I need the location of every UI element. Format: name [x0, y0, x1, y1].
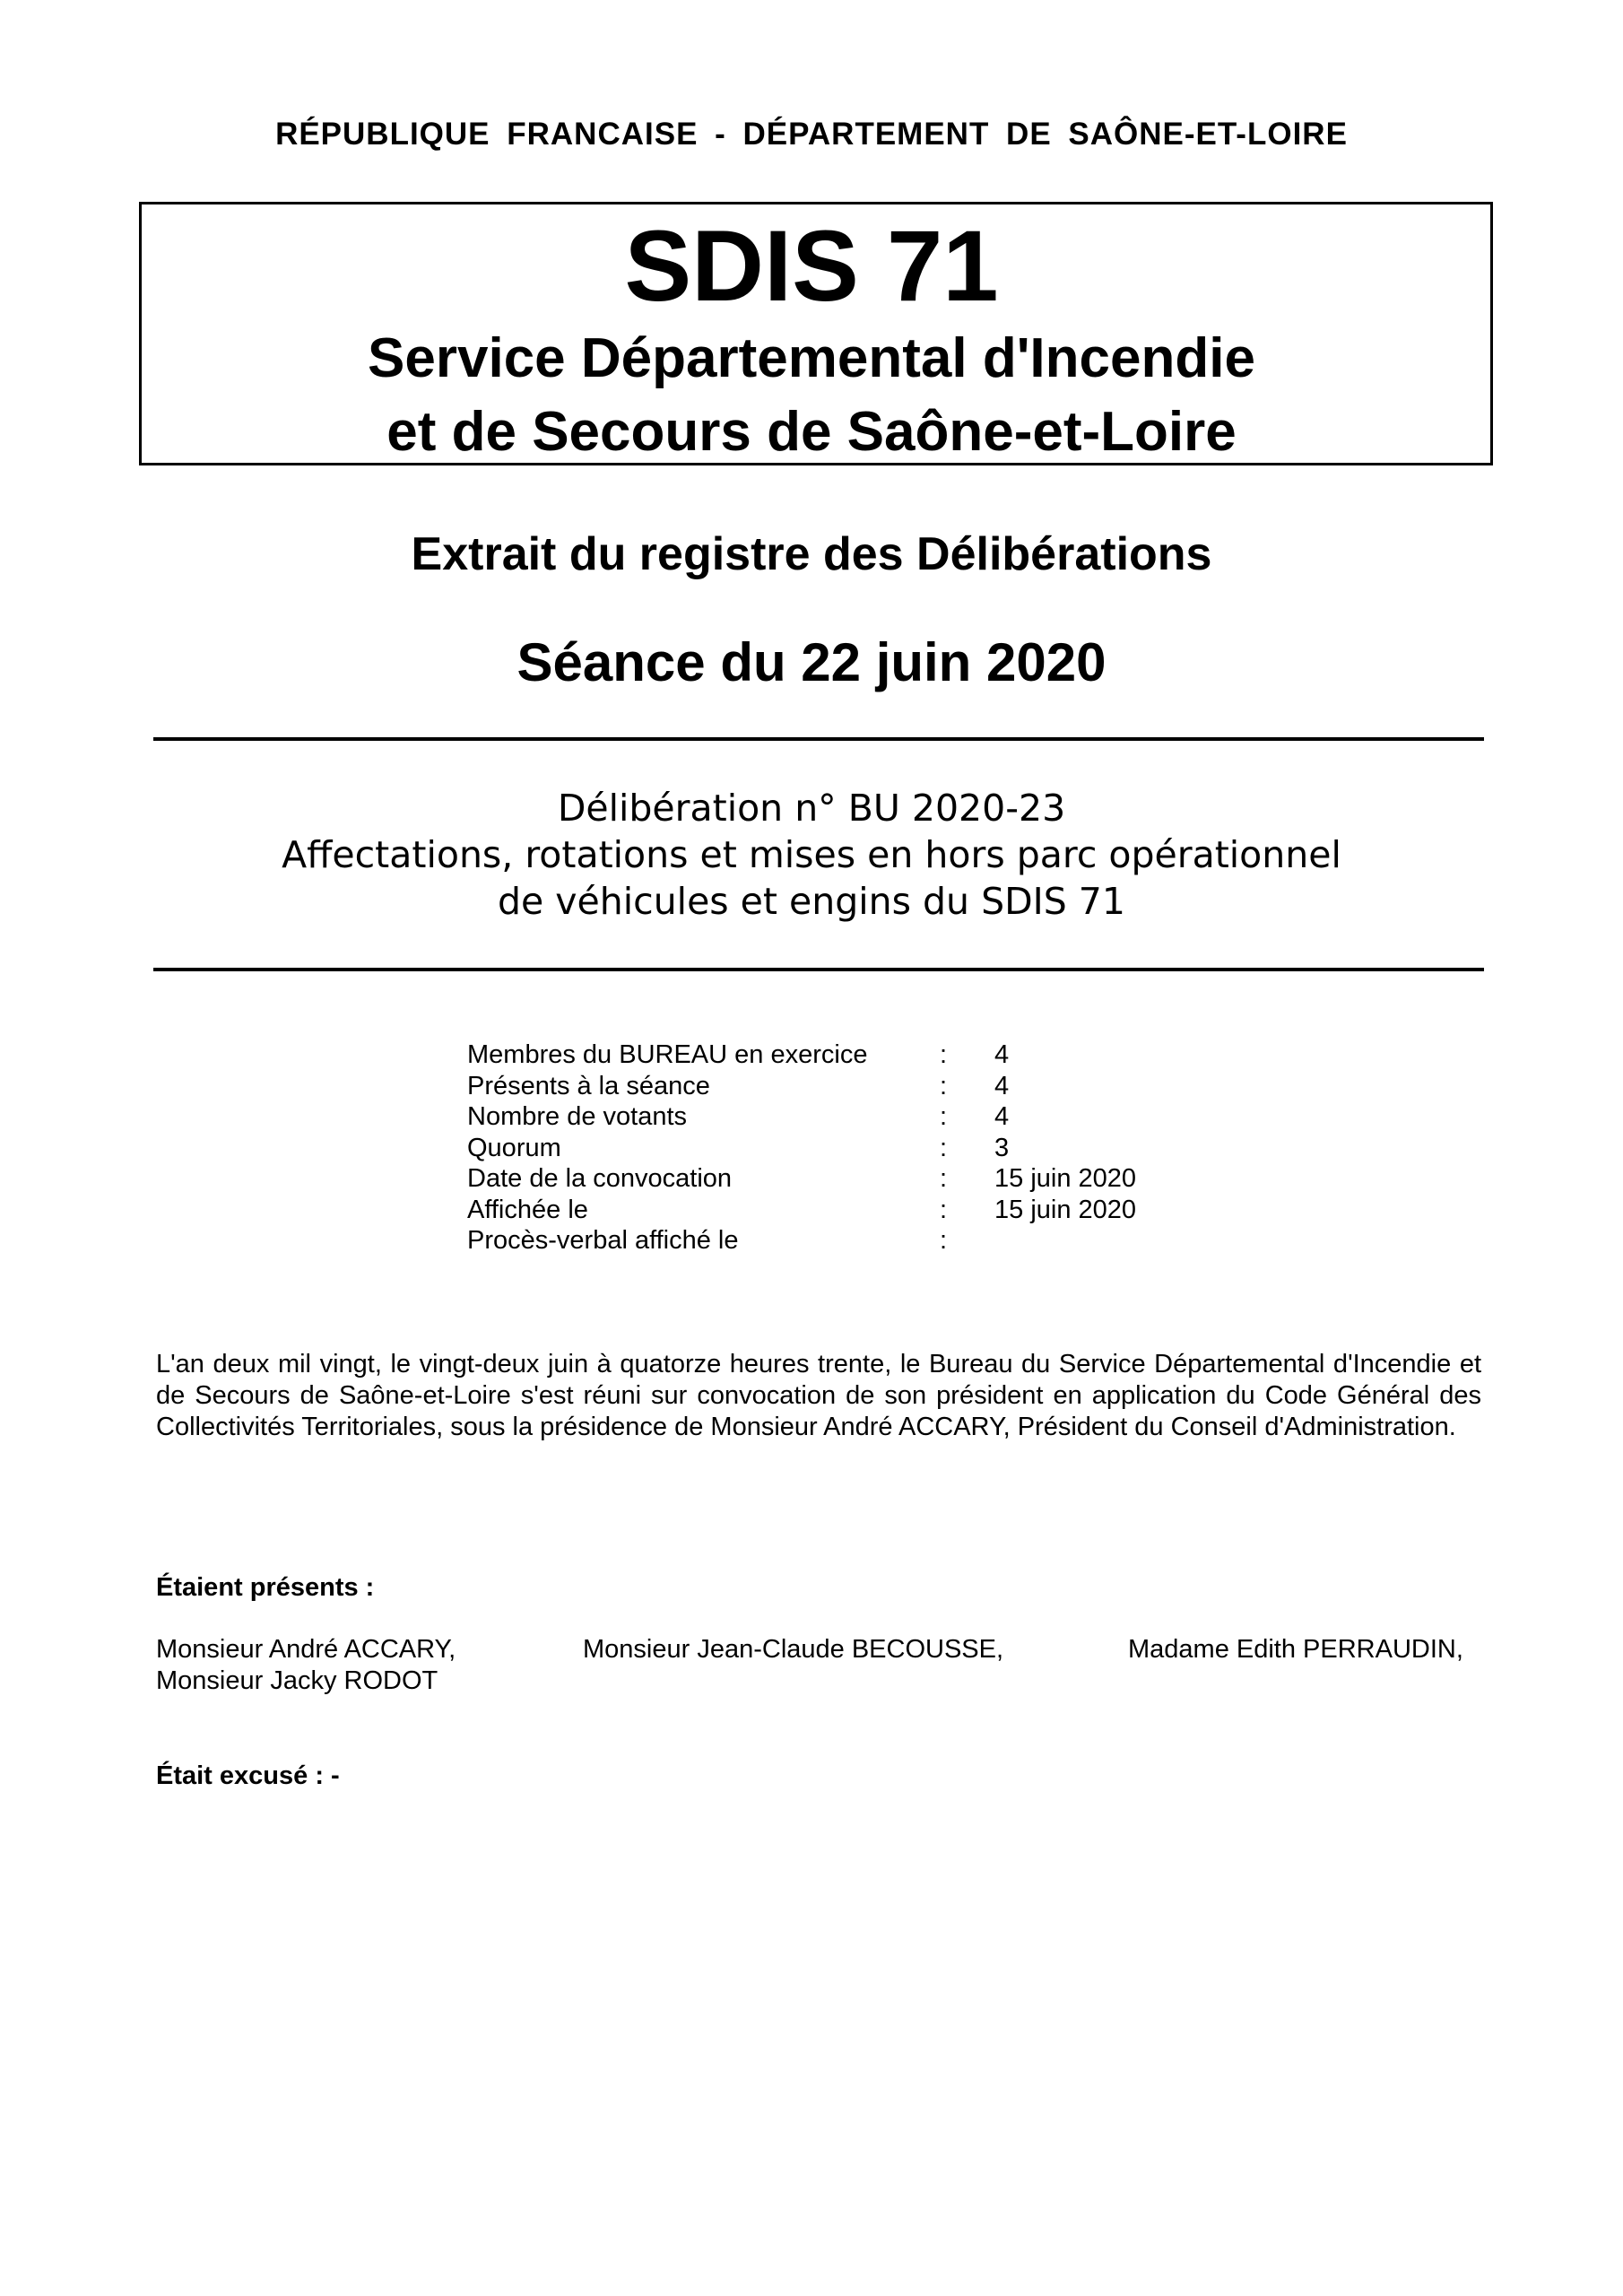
info-label: Date de la convocation [467, 1164, 733, 1193]
info-colon: : [940, 1226, 948, 1255]
service-name-line1: Service Départemental d'Incendie [368, 327, 1255, 389]
info-row [467, 1071, 1274, 1102]
info-row [467, 1163, 1274, 1195]
info-value: 4 [994, 1040, 1010, 1069]
excused-heading: Était excusé : - [156, 1761, 340, 1790]
divider-top [153, 737, 1484, 741]
info-colon: : [940, 1164, 948, 1193]
republique-header: RÉPUBLIQUE FRANCAISE - DÉPARTEMENT DE SAÔNE-ET-LOIRE [275, 117, 1348, 152]
info-value: 4 [994, 1102, 1010, 1131]
deliberation-subject-line2: de véhicules et engins du SDIS 71 [498, 880, 1125, 923]
info-value: 15 juin 2020 [994, 1195, 1137, 1224]
info-label: Procès-verbal affiché le [467, 1226, 739, 1255]
info-row [467, 1101, 1274, 1133]
info-row [467, 1039, 1274, 1071]
info-value: 3 [994, 1133, 1010, 1162]
sdis-acronym: SDIS 71 [624, 210, 999, 322]
info-label: Affichée le [467, 1195, 588, 1224]
service-name-line2: et de Secours de Saône-et-Loire [386, 401, 1237, 463]
deliberation-subject-line1: Affectations, rotations et mises en hors parc opérationnel [282, 833, 1341, 876]
info-label: Présents à la séance [467, 1071, 710, 1100]
divider-bottom [153, 968, 1484, 971]
present-heading: Étaient présents : [156, 1573, 375, 1602]
attendee-name: Monsieur André ACCARY, [156, 1635, 456, 1664]
info-row [467, 1225, 1274, 1257]
deliberation-number: Délibération n° BU 2020-23 [557, 787, 1066, 830]
info-row [467, 1133, 1274, 1164]
register-extract-title: Extrait du registre des Délibérations [411, 528, 1212, 580]
intro-paragraph: L'an deux mil vingt, le vingt-deux juin à quatorze heures trente, le Bureau du Service Départemental d'Incendie et de Secours de Saône-et-Loire s'est réuni sur convocation de son président en application du Code Général des Collectivités Territoriales, sous la présidence de Monsieur André ACCARY, Président du Conseil d'Administration. [156, 1350, 1481, 1441]
info-value: 4 [994, 1071, 1010, 1100]
attendee-name: Madame Edith PERRAUDIN, [1128, 1635, 1463, 1664]
attendee-name: Monsieur Jacky RODOT [156, 1666, 438, 1695]
info-value: 15 juin 2020 [994, 1164, 1137, 1193]
attendee-name: Monsieur Jean-Claude BECOUSSE, [583, 1635, 1004, 1664]
info-label: Membres du BUREAU en exercice [467, 1040, 868, 1069]
session-date-title: Séance du 22 juin 2020 [516, 632, 1107, 692]
info-label: Nombre de votants [467, 1102, 688, 1131]
info-row [467, 1195, 1274, 1226]
info-colon: : [940, 1102, 948, 1131]
info-colon: : [940, 1071, 948, 1100]
info-label: Quorum [467, 1133, 561, 1162]
info-colon: : [940, 1040, 948, 1069]
info-colon: : [940, 1195, 948, 1224]
info-colon: : [940, 1133, 948, 1162]
